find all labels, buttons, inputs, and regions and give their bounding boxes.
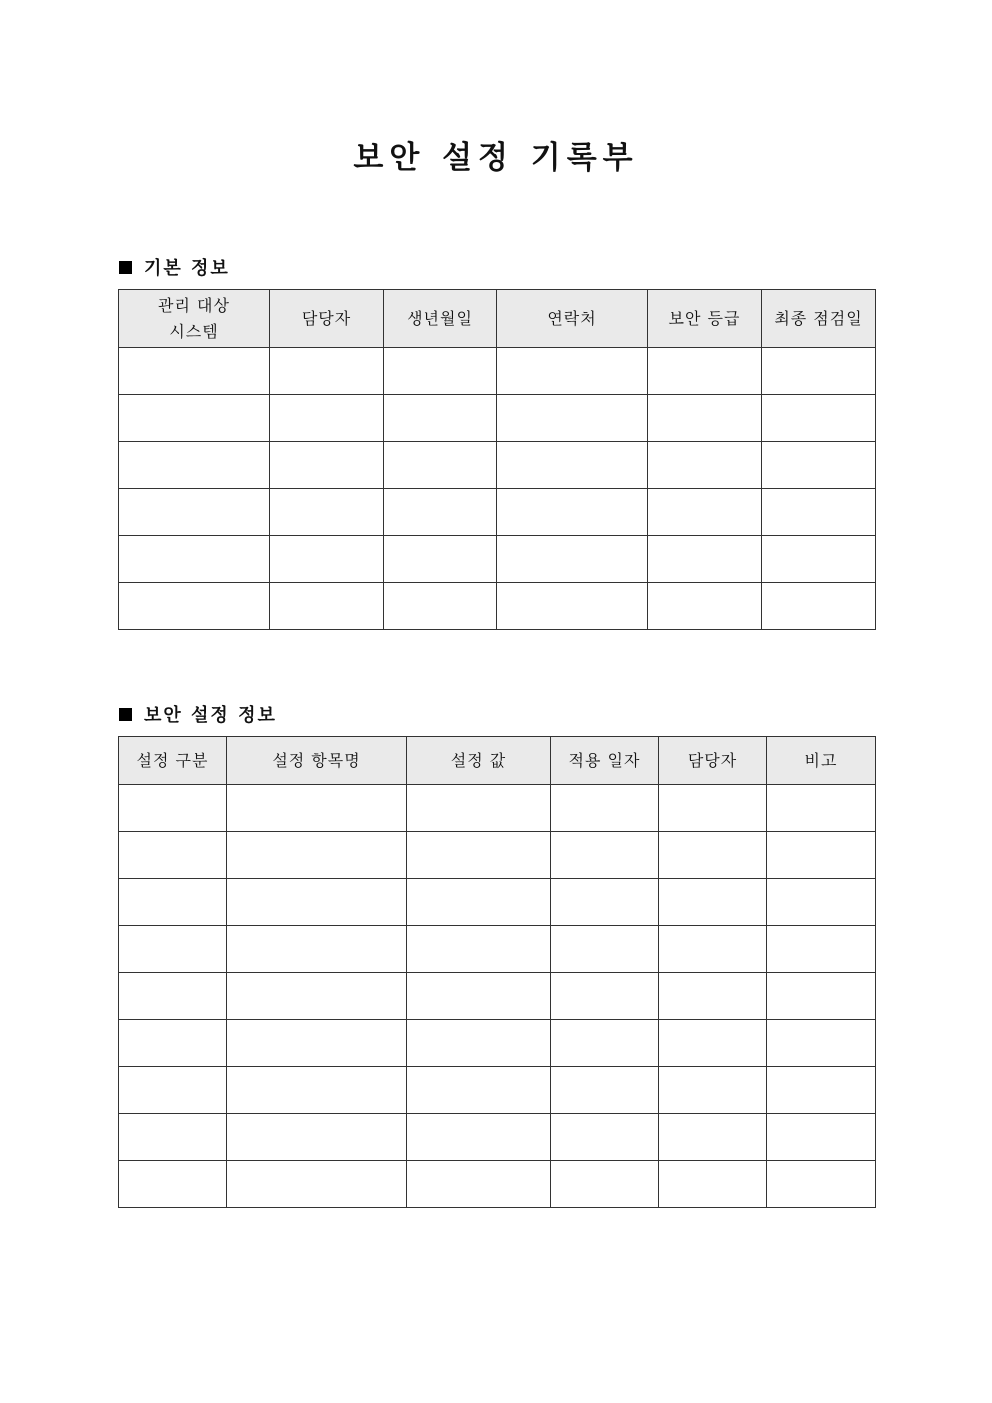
table-row — [119, 395, 876, 442]
table-cell[interactable] — [270, 536, 384, 583]
column-header-applied-date: 적용 일자 — [551, 737, 659, 785]
table-cell[interactable] — [119, 879, 227, 926]
table-row — [119, 348, 876, 395]
table-cell[interactable] — [227, 1114, 407, 1161]
table-cell[interactable] — [227, 832, 407, 879]
table-cell[interactable] — [227, 879, 407, 926]
table-cell[interactable] — [407, 926, 551, 973]
table-cell[interactable] — [119, 926, 227, 973]
table-cell[interactable] — [551, 785, 659, 832]
table-cell[interactable] — [551, 1020, 659, 1067]
table-cell[interactable] — [762, 489, 876, 536]
table-cell[interactable] — [659, 973, 767, 1020]
basic-info-heading — [119, 254, 230, 280]
column-header-manager: 담당자 — [659, 737, 767, 785]
table-cell[interactable] — [119, 489, 270, 536]
table-cell[interactable] — [119, 536, 270, 583]
table-cell[interactable] — [227, 1020, 407, 1067]
table-cell[interactable] — [407, 1067, 551, 1114]
table-cell[interactable] — [227, 1067, 407, 1114]
table-cell[interactable] — [384, 442, 497, 489]
table-cell[interactable] — [551, 926, 659, 973]
column-header-setting-category: 설정 구분 — [119, 737, 227, 785]
table-cell[interactable] — [384, 583, 497, 630]
table-row — [119, 489, 876, 536]
table-row — [119, 1114, 876, 1161]
table-cell[interactable] — [767, 1067, 876, 1114]
column-header-security-level: 보안 등급 — [648, 290, 762, 348]
table-cell[interactable] — [551, 973, 659, 1020]
table-cell[interactable] — [648, 583, 762, 630]
table-cell[interactable] — [119, 832, 227, 879]
table-row — [119, 926, 876, 973]
basic-info-heading-text: 기본 정보 — [144, 258, 230, 279]
column-header-last-inspection: 최종 점검일 — [762, 290, 876, 348]
table-cell[interactable] — [659, 785, 767, 832]
table-row — [119, 442, 876, 489]
table-cell[interactable] — [762, 395, 876, 442]
table-cell[interactable] — [762, 583, 876, 630]
table-cell[interactable] — [227, 785, 407, 832]
table-cell[interactable] — [227, 1161, 407, 1208]
table-cell[interactable] — [648, 348, 762, 395]
table-cell[interactable] — [384, 536, 497, 583]
table-cell[interactable] — [384, 395, 497, 442]
table-row — [119, 536, 876, 583]
table-cell[interactable] — [659, 1020, 767, 1067]
table-cell[interactable] — [648, 395, 762, 442]
column-header-setting-item: 설정 항목명 — [227, 737, 407, 785]
table-cell[interactable] — [659, 926, 767, 973]
security-settings-table-body — [119, 785, 876, 1208]
table-cell[interactable] — [659, 879, 767, 926]
table-row — [119, 1161, 876, 1208]
table-cell[interactable] — [767, 926, 876, 973]
column-header-birthdate: 생년월일 — [384, 290, 497, 348]
table-cell[interactable] — [384, 489, 497, 536]
table-cell[interactable] — [767, 1161, 876, 1208]
square-bullet-icon — [119, 261, 132, 274]
table-cell[interactable] — [767, 879, 876, 926]
table-cell[interactable] — [270, 489, 384, 536]
security-settings-heading — [119, 701, 277, 727]
table-cell[interactable] — [497, 348, 648, 395]
table-cell[interactable] — [119, 583, 270, 630]
table-cell[interactable] — [762, 348, 876, 395]
table-cell[interactable] — [551, 1067, 659, 1114]
table-cell[interactable] — [119, 348, 270, 395]
table-cell[interactable] — [659, 1161, 767, 1208]
column-header-manager: 담당자 — [270, 290, 384, 348]
table-cell[interactable] — [270, 395, 384, 442]
security-settings-table — [118, 736, 876, 1208]
table-cell[interactable] — [648, 489, 762, 536]
table-cell[interactable] — [551, 1114, 659, 1161]
table-cell[interactable] — [648, 536, 762, 583]
table-cell[interactable] — [407, 1114, 551, 1161]
table-cell[interactable] — [497, 536, 648, 583]
column-header-contact: 연락처 — [497, 290, 648, 348]
table-row — [119, 973, 876, 1020]
table-cell[interactable] — [407, 1161, 551, 1208]
table-cell[interactable] — [407, 832, 551, 879]
table-cell[interactable] — [762, 442, 876, 489]
table-cell[interactable] — [270, 583, 384, 630]
table-cell[interactable] — [648, 442, 762, 489]
table-cell[interactable] — [551, 1161, 659, 1208]
table-cell[interactable] — [119, 1020, 227, 1067]
basic-info-table-body — [119, 348, 876, 630]
column-header-managed-system: 관리 대상 시스템 — [119, 290, 270, 348]
page-title: 보안 설정 기록부 — [353, 140, 639, 176]
table-cell[interactable] — [407, 785, 551, 832]
table-cell[interactable] — [767, 1114, 876, 1161]
table-row — [119, 583, 876, 630]
table-header-row — [119, 737, 876, 785]
table-cell[interactable] — [497, 395, 648, 442]
table-cell[interactable] — [119, 395, 270, 442]
table-cell[interactable] — [119, 442, 270, 489]
table-cell[interactable] — [119, 1114, 227, 1161]
table-cell[interactable] — [119, 785, 227, 832]
table-header-row — [119, 290, 876, 348]
table-cell[interactable] — [767, 785, 876, 832]
table-cell[interactable] — [119, 1161, 227, 1208]
table-row — [119, 785, 876, 832]
table-row — [119, 1067, 876, 1114]
table-cell[interactable] — [497, 583, 648, 630]
table-cell[interactable] — [659, 1114, 767, 1161]
table-cell[interactable] — [119, 1067, 227, 1114]
column-header-remarks: 비고 — [767, 737, 876, 785]
table-cell[interactable] — [767, 832, 876, 879]
table-cell[interactable] — [407, 1020, 551, 1067]
table-cell[interactable] — [227, 926, 407, 973]
table-cell[interactable] — [551, 879, 659, 926]
table-cell[interactable] — [407, 879, 551, 926]
table-cell[interactable] — [767, 1020, 876, 1067]
table-cell[interactable] — [227, 973, 407, 1020]
basic-info-table — [118, 289, 876, 630]
table-cell[interactable] — [497, 442, 648, 489]
table-cell[interactable] — [497, 489, 648, 536]
security-settings-heading-text: 보안 설정 정보 — [144, 705, 277, 726]
table-cell[interactable] — [384, 348, 497, 395]
table-cell[interactable] — [659, 1067, 767, 1114]
table-row — [119, 879, 876, 926]
table-cell[interactable] — [762, 536, 876, 583]
table-cell[interactable] — [767, 973, 876, 1020]
table-cell[interactable] — [270, 442, 384, 489]
square-bullet-icon — [119, 708, 132, 721]
table-cell[interactable] — [270, 348, 384, 395]
table-cell[interactable] — [119, 973, 227, 1020]
table-row — [119, 1020, 876, 1067]
table-cell[interactable] — [407, 973, 551, 1020]
table-row — [119, 832, 876, 879]
column-header-setting-value: 설정 값 — [407, 737, 551, 785]
table-cell[interactable] — [659, 832, 767, 879]
table-cell[interactable] — [551, 832, 659, 879]
